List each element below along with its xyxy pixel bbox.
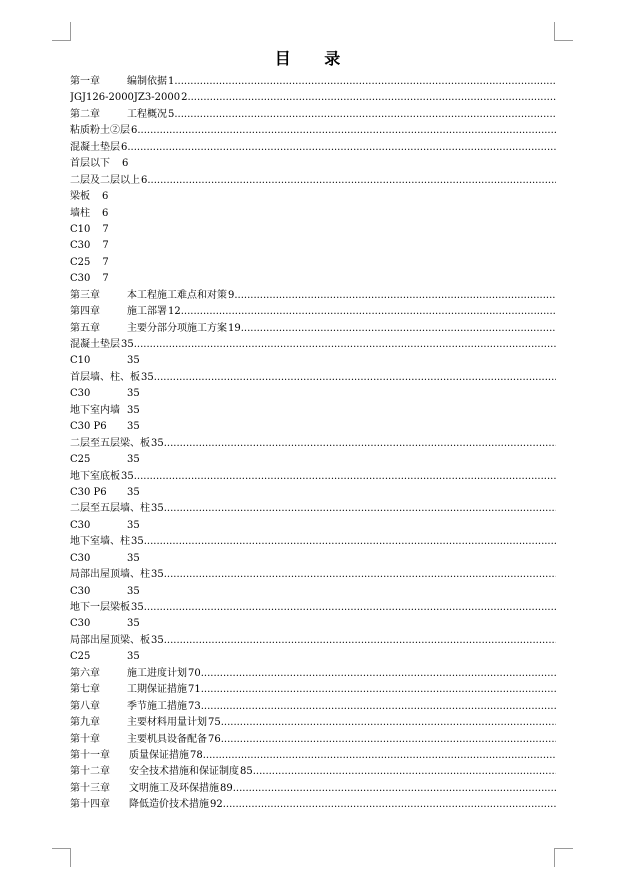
- page-number: 5: [168, 108, 175, 120]
- entry-title: C30: [70, 552, 91, 564]
- toc-entry[interactable]: [70, 321, 556, 337]
- page-number: 35: [127, 355, 140, 367]
- entry-title: C10: [70, 223, 91, 235]
- page-number: 7: [102, 240, 109, 252]
- chapter-number: 第十三章: [70, 782, 110, 794]
- toc-entry[interactable]: [70, 518, 556, 534]
- page-number: 89: [220, 782, 233, 794]
- entry-title: C10: [70, 355, 91, 367]
- entry-title: 施工部署: [127, 306, 167, 318]
- entry-title: 地下一层梁板: [70, 602, 130, 613]
- crop-mark-bottom-left: [52, 848, 71, 867]
- toc-entry[interactable]: [70, 781, 556, 797]
- page-number: 35: [121, 470, 134, 482]
- entry-title: 梁板: [70, 191, 90, 203]
- entry-title: C30: [70, 240, 91, 252]
- chapter-number: 第十四章: [70, 799, 110, 811]
- page-number: 7: [102, 223, 109, 235]
- page-number: 35: [131, 536, 144, 548]
- chapter-number: 第十章: [70, 733, 100, 745]
- page-number: 85: [240, 766, 253, 778]
- entry-title: C30 P6: [70, 486, 107, 498]
- toc-entry[interactable]: [70, 600, 556, 616]
- toc-entry[interactable]: [70, 304, 556, 320]
- toc-entry[interactable]: [70, 666, 556, 682]
- page-number: 6: [122, 158, 129, 170]
- entry-title: 局部出屋顶墙、柱: [70, 569, 150, 581]
- toc-entry[interactable]: [70, 370, 556, 386]
- page-number: 6: [141, 174, 148, 186]
- toc-entry[interactable]: [70, 271, 556, 287]
- page-number: 6: [102, 207, 109, 219]
- toc-entry[interactable]: [70, 732, 556, 748]
- chapter-number: 第十二章: [70, 766, 110, 778]
- entry-title: C30 P6: [70, 421, 107, 433]
- toc-entry[interactable]: [70, 386, 556, 402]
- page-number: 35: [127, 404, 140, 416]
- page-number: 12: [168, 306, 181, 318]
- page-number: 35: [127, 618, 140, 630]
- toc-entry[interactable]: [70, 534, 556, 550]
- toc-entry[interactable]: [70, 633, 556, 649]
- page-number: 76: [208, 733, 221, 745]
- toc-entry[interactable]: [70, 797, 556, 813]
- entry-title: C30: [70, 585, 91, 597]
- toc-entry[interactable]: [70, 74, 556, 90]
- toc-entry[interactable]: [70, 222, 556, 238]
- entry-title: 安全技术措施和保证制度: [129, 766, 239, 778]
- page-number: 35: [127, 519, 140, 531]
- toc-entry[interactable]: [70, 107, 556, 123]
- chapter-number: 第三章: [70, 289, 100, 301]
- entry-title: 二层及二层以上: [70, 174, 140, 186]
- chapter-number: 第七章: [70, 684, 100, 696]
- page-number: 35: [141, 371, 154, 383]
- page-number: 35: [127, 454, 140, 466]
- toc-entry[interactable]: [70, 140, 556, 156]
- page-number: 35: [151, 437, 164, 449]
- chapter-number: 第九章: [70, 717, 100, 729]
- entry-title: 首层以下: [70, 158, 110, 170]
- entry-title: 施工进度计划: [127, 667, 187, 679]
- entry-title: 季节施工措施: [127, 700, 187, 712]
- page-number: 75: [208, 717, 221, 729]
- entry-title: 质量保证措施: [129, 749, 189, 761]
- page-number: 1: [168, 76, 175, 87]
- chapter-number: 第二章: [70, 108, 100, 120]
- toc-entry[interactable]: [70, 123, 556, 139]
- toc-entry[interactable]: [70, 90, 556, 106]
- entry-title: 地下室内墙: [70, 404, 120, 416]
- chapter-number: 第一章: [70, 76, 100, 87]
- page-number: 70: [188, 667, 201, 679]
- page-number: 35: [127, 585, 140, 597]
- toc-entry[interactable]: [70, 189, 556, 205]
- page-number: 19: [228, 322, 241, 334]
- toc-entry[interactable]: [70, 649, 556, 665]
- entry-title: 本工程施工难点和对策: [127, 289, 227, 301]
- crop-mark-top-left: [52, 22, 71, 41]
- chapter-number: 第八章: [70, 700, 100, 712]
- page-number: 7: [102, 256, 109, 268]
- toc-entry[interactable]: [70, 715, 556, 731]
- toc-entry[interactable]: [70, 173, 556, 189]
- entry-title: 首层墙、柱、板: [70, 371, 140, 383]
- entry-title: 编制依据: [127, 76, 167, 87]
- page-number: 9: [228, 289, 235, 301]
- chapter-number: 第四章: [70, 306, 100, 318]
- entry-title: 二层至五层墙、柱: [70, 503, 150, 515]
- page-number: 2: [181, 92, 188, 104]
- entry-title: 局部出屋顶梁、板: [70, 634, 150, 646]
- toc-entry[interactable]: [70, 469, 556, 485]
- entry-title: 二层至五层梁、板: [70, 437, 150, 449]
- entry-title: C30: [70, 388, 91, 400]
- entry-title: 降低造价技术措施: [129, 799, 209, 811]
- page-title: 目 录: [274, 49, 355, 68]
- page-number: 35: [127, 552, 140, 564]
- toc-entry[interactable]: [70, 288, 556, 304]
- page-number: 35: [127, 421, 140, 433]
- page-number: 6: [102, 191, 109, 203]
- toc-entry[interactable]: [70, 238, 556, 254]
- page-number: 7: [102, 273, 109, 285]
- entry-title: C30: [70, 519, 91, 531]
- page-number: 35: [127, 486, 140, 498]
- chapter-number: 第五章: [70, 322, 100, 334]
- page-number: 73: [188, 700, 201, 712]
- toc-entry[interactable]: [70, 616, 556, 632]
- page-number: 71: [188, 684, 201, 696]
- toc-entry[interactable]: [70, 403, 556, 419]
- entry-title: 主要机具设备配备: [127, 733, 207, 745]
- toc-entry[interactable]: [70, 551, 556, 567]
- toc-entry[interactable]: [70, 748, 556, 764]
- page-number: 92: [210, 799, 223, 811]
- entry-title: C25: [70, 454, 91, 466]
- entry-title: 文明施工及环保措施: [129, 782, 219, 794]
- toc-entry[interactable]: [70, 682, 556, 698]
- page-number: 35: [121, 339, 134, 350]
- page-number: 35: [151, 569, 164, 581]
- entry-title: C30: [70, 618, 91, 630]
- entry-title: 工程概况: [127, 108, 167, 120]
- toc-entry[interactable]: [70, 485, 556, 501]
- page-number: 35: [151, 503, 164, 515]
- page-number: 6: [121, 141, 128, 153]
- entry-title: C25: [70, 651, 91, 663]
- toc-entry[interactable]: [70, 353, 556, 369]
- table-of-contents: [70, 74, 556, 814]
- toc-entry[interactable]: [70, 567, 556, 583]
- toc-entry[interactable]: [70, 156, 556, 172]
- page-number: 35: [151, 634, 164, 646]
- toc-entry[interactable]: [70, 436, 556, 452]
- page-number: 35: [127, 651, 140, 663]
- entry-title: 地下室墙、柱: [70, 536, 130, 548]
- chapter-number: 第六章: [70, 667, 100, 679]
- page-number: 35: [131, 602, 144, 613]
- crop-mark-top-right: [554, 22, 573, 41]
- toc-entry[interactable]: [70, 255, 556, 271]
- toc-entry[interactable]: [70, 501, 556, 517]
- page-number: 35: [127, 388, 140, 400]
- toc-entry[interactable]: [70, 764, 556, 780]
- toc-entry[interactable]: [70, 419, 556, 435]
- crop-mark-bottom-right: [554, 848, 573, 867]
- page-number: 6: [131, 125, 138, 137]
- entry-title: 粘质粉土②层: [70, 125, 130, 137]
- entry-title: 主要材料用量计划: [127, 717, 207, 729]
- entry-title: 主要分部分项施工方案: [127, 322, 227, 334]
- entry-title: 地下室底板: [70, 470, 120, 482]
- toc-entry[interactable]: [70, 337, 556, 353]
- entry-title: JGJ126-2000JZ3-2000: [70, 92, 181, 104]
- toc-entry[interactable]: [70, 699, 556, 715]
- entry-title: 工期保证措施: [127, 684, 187, 696]
- chapter-number: 第十一章: [70, 749, 110, 761]
- entry-title: 墙柱: [70, 207, 90, 219]
- toc-entry[interactable]: [70, 452, 556, 468]
- toc-entry[interactable]: [70, 584, 556, 600]
- entry-title: 混凝土垫层: [70, 141, 120, 153]
- toc-entry[interactable]: [70, 206, 556, 222]
- page-number: 78: [190, 749, 203, 761]
- entry-title: C25: [70, 256, 91, 268]
- entry-title: C30: [70, 273, 91, 285]
- entry-title: 混凝土垫层: [70, 339, 120, 350]
